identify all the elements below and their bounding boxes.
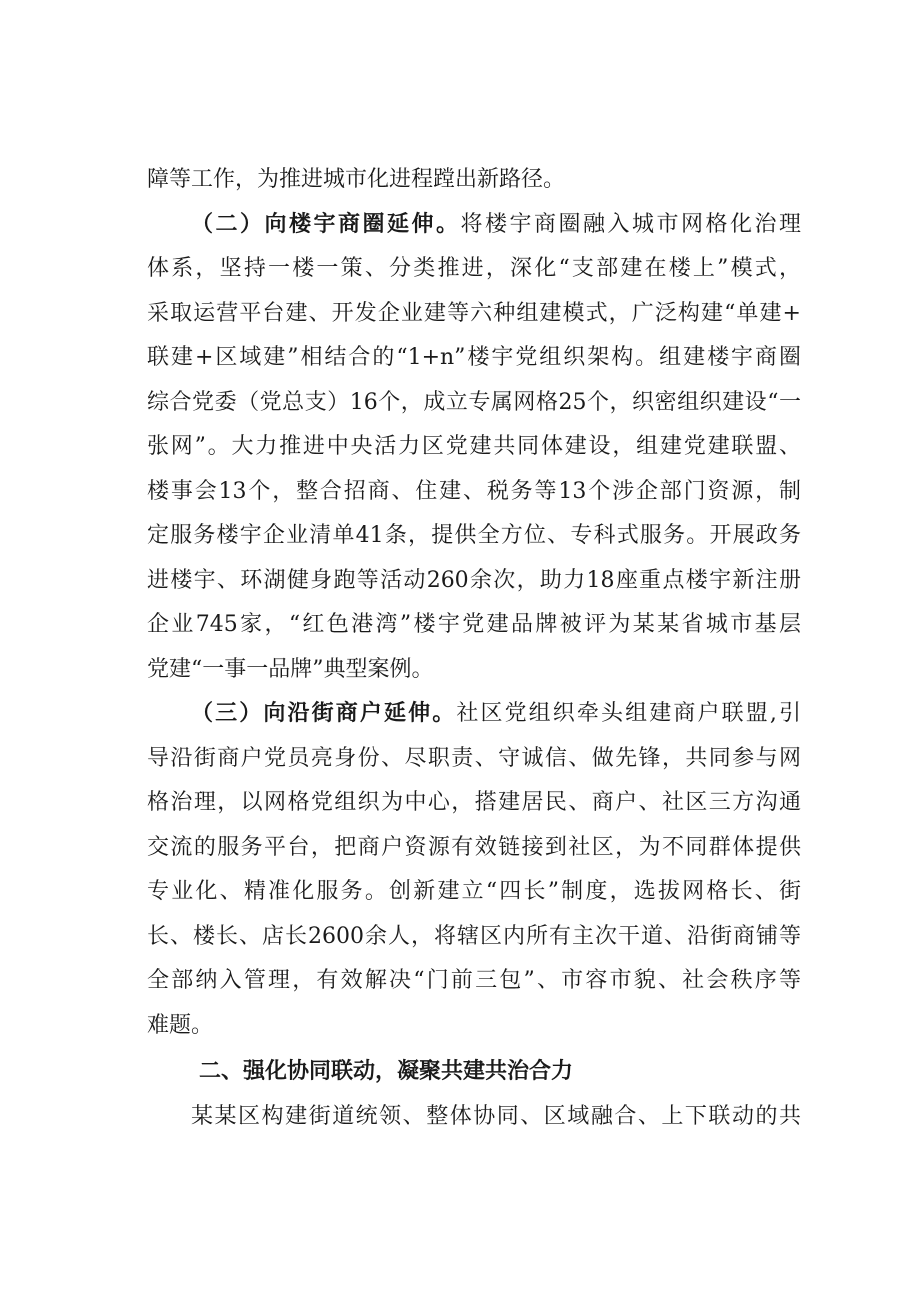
section-3-title: （三）向沿街商户延伸。	[191, 701, 457, 726]
section-2-title: （二）向楼宇商圈延伸。	[191, 211, 461, 237]
section-2-line: 张网”。大力推进中央活力区党建共同体建设，组建党建联盟、	[147, 434, 801, 459]
section-2-line: 党建“一事一品牌”典型案例。	[147, 656, 434, 682]
paragraph-intro-line: 障等工作，为推进城市化进程蹚出新路径。	[147, 167, 566, 192]
section-2-line: 将楼宇商圈融入城市网格化治理	[460, 211, 801, 237]
section-3-line: 难题。	[147, 1012, 214, 1038]
paragraph-last-line: 某某区构建街道统领、整体协同、区域融合、上下联动的共	[191, 1103, 801, 1129]
body-text	[147, 158, 801, 1139]
section-2-line: 体系，坚持一楼一策、分类推进，深化“支部建在楼上”模式，	[147, 256, 801, 281]
section-3-first-line	[147, 692, 801, 737]
section-2-line: 采取运营平台建、开发企业建等六种组建模式，广泛构建“单建+	[147, 300, 801, 326]
section-3-line: 社区党组织牵头组建商户联盟,引	[456, 701, 801, 726]
section-3-line: 专业化、精准化服务。创新建立“四长”制度，选拔网格长、街	[147, 879, 801, 904]
section-3-line: 导沿街商户党员亮身份、尽职责、守诚信、做先锋，共同参与网	[147, 745, 801, 771]
section-2-line: 楼事会13个，整合招商、住建、税务等13个涉企部门资源，制	[147, 478, 801, 504]
section-2-first-line	[147, 203, 801, 248]
section-2-line: 进楼宇、环湖健身跑等活动260余次，助力18座重点楼宇新注册	[147, 567, 801, 593]
section-3-line: 全部纳入管理，有效解决“门前三包”、市容市貌、社会秩序等	[147, 968, 801, 993]
section-3-line: 交流的服务平台，把商户资源有效链接到社区，为不同群体提供	[147, 834, 801, 860]
section-3-line: 长、楼长、店长2600余人，将辖区内所有主次干道、沿街商铺等	[147, 923, 801, 949]
section-2-line: 企业745家，“红色港湾”楼宇党建品牌被评为某某省城市基层	[147, 612, 801, 637]
section-3-line: 格治理，以网格党组织为中心，搭建居民、商户、社区三方沟通	[147, 790, 801, 815]
section-heading: 二、强化协同联动，凝聚共建共治合力	[199, 1059, 574, 1084]
section-2-line: 定服务楼宇企业清单41条，提供全方位、专科式服务。开展政务	[147, 523, 801, 548]
section-2-line: 综合党委（党总支）16个，成立专属网格25个，织密组织建设“一	[147, 389, 801, 415]
section-2-line: 联建+区域建”相结合的“1+n”楼宇党组织架构。组建楼宇商圈	[147, 345, 801, 370]
